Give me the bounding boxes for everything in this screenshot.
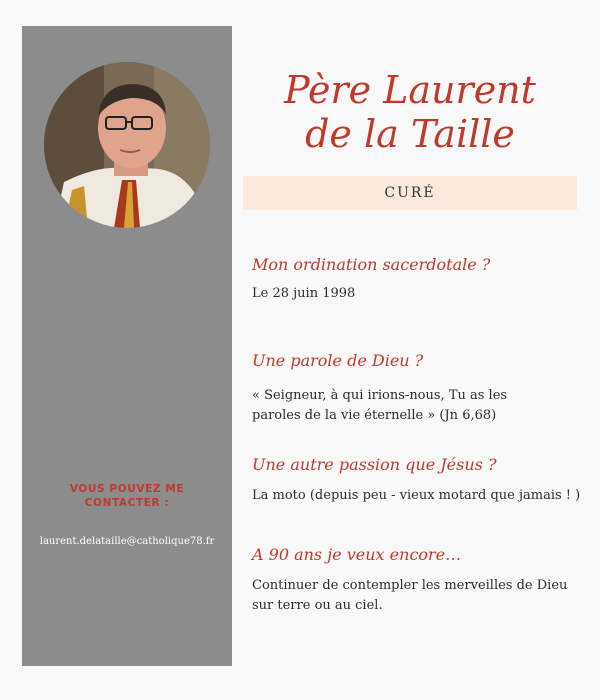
answer-parole-line2: paroles de la vie éternelle » (Jn 6,68)	[252, 408, 497, 423]
question-ordination: Mon ordination sacerdotale ?	[252, 255, 491, 274]
contact-label-line1: VOUS POUVEZ ME	[69, 483, 185, 495]
question-parole: Une parole de Dieu ?	[252, 351, 424, 370]
role-badge	[243, 176, 577, 210]
answer-parole-line1: « Seigneur, à qui irions-nous, Tu as les	[252, 388, 508, 403]
answer-90-ans-line1: Continuer de contempler les merveilles de Dieu	[252, 578, 568, 593]
name-line-2: de la Taille	[305, 112, 515, 156]
role-label: CURÉ	[384, 185, 436, 201]
contact-email-link[interactable]: laurent.delataille@catholique78.fr	[39, 536, 215, 547]
contact-label-line2: CONTACTER :	[84, 497, 170, 509]
answer-passion: La moto (depuis peu - vieux motard que jamais ! )	[252, 488, 581, 503]
answer-parole	[252, 386, 582, 426]
answer-90-ans	[252, 576, 582, 616]
answer-ordination: Le 28 juin 1998	[252, 286, 356, 301]
page-title	[243, 68, 577, 156]
portrait-photo	[44, 62, 210, 228]
question-90-ans: A 90 ans je veux encore…	[252, 545, 462, 564]
answer-90-ans-line2: sur terre ou au ciel.	[252, 598, 383, 613]
question-passion: Une autre passion que Jésus ?	[252, 455, 497, 474]
contact-label	[22, 482, 232, 510]
name-line-1: Père Laurent	[284, 68, 536, 112]
